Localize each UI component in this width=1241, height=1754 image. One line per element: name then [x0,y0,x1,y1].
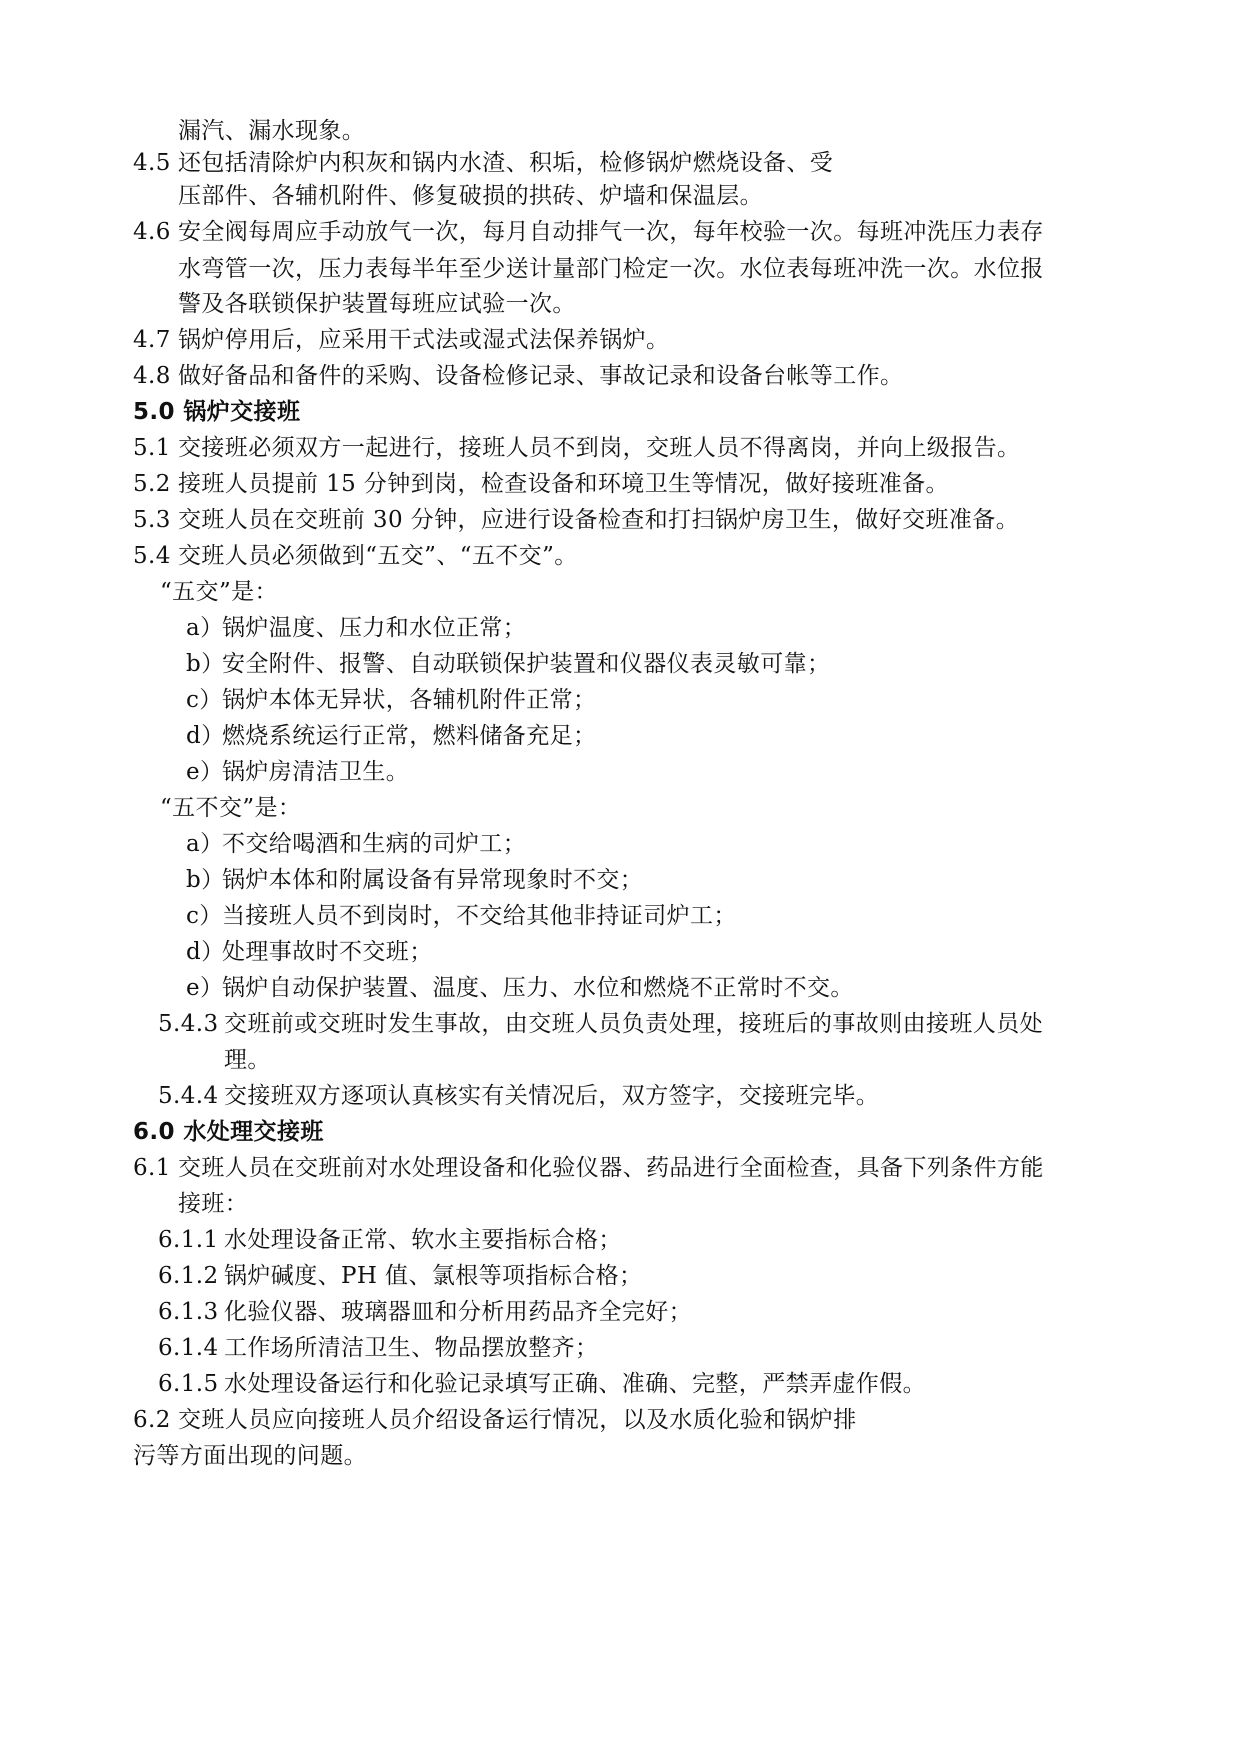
item-text: 不交给喝酒和生病的司炉工； [222,831,527,857]
clause-text: 交班人员在交班前 30 分钟，应进行设备检查和打扫锅炉房卫生，做好交班准备。 [178,507,1020,533]
item-text: 燃烧系统运行正常，燃料储备充足； [222,723,597,749]
clause-number: 4.7 [133,327,171,353]
line-text: 漏汽、漏水现象。 [178,118,366,144]
clause-4-8 [133,361,903,391]
list-item [186,757,409,787]
clause-text: 交班前或交班时发生事故，由交班人员负责处理，接班后的事故则由接班人员处 [224,1011,1043,1037]
list-item [186,685,596,715]
clause-number: 6.1.2 [158,1263,219,1289]
line-text: 水弯管一次，压力表每半年至少送计量部门检定一次。水位表每班冲洗一次。水位报 [178,256,1044,282]
clause-6-1-2 [158,1261,642,1291]
clause-text: 交班人员在交班前对水处理设备和化验仪器、药品进行全面检查，具备下列条件方能 [178,1155,1044,1181]
clause-text: 交接班双方逐项认真核实有关情况后，双方签字，交接班完毕。 [224,1083,880,1109]
item-text: 锅炉本体无异状，各辅机附件正常； [222,687,597,713]
list-item [186,901,737,931]
section-heading-5: 5.0 锅炉交接班 [133,399,301,425]
clause-text: 锅炉碱度、PH 值、氯根等项指标合格； [224,1263,643,1289]
clause-5-2 [133,469,949,499]
item-text: 锅炉房清洁卫生。 [222,759,410,785]
clause-text: 接班人员提前 15 分钟到岗，检查设备和环境卫生等情况，做好接班准备。 [178,471,949,497]
clause-4-6 [133,217,1044,247]
list-item [186,721,596,751]
line-text: 污等方面出现的问题。 [133,1443,367,1469]
text-line [178,116,365,146]
clause-number: 5.3 [133,507,171,533]
clause-text: 水处理设备运行和化验记录填写正确、准确、完整，严禁弄虚作假。 [224,1371,926,1397]
item-marker: c） [186,687,223,713]
clause-number: 6.1.1 [158,1227,219,1253]
clause-5-3 [133,505,1019,535]
clause-text: 交接班必须双方一起进行，接班人员不到岗，交班人员不得离岗，并向上级报告。 [178,435,1021,461]
item-marker: c） [186,903,223,929]
item-marker: e） [186,759,224,785]
item-marker: b） [186,867,225,893]
clause-number: 5.1 [133,435,171,461]
item-text: 安全附件、报警、自动联锁保护装置和仪器仪表灵敏可靠； [222,651,831,677]
clause-number: 4.5 [133,150,171,176]
clause-text: 安全阀每周应手动放气一次，每月自动排气一次，每年校验一次。每班冲洗压力表存 [178,219,1044,245]
line-text: 接班： [178,1191,249,1217]
section-heading-6: 6.0 水处理交接班 [133,1119,324,1145]
clause-number: 6.2 [133,1407,171,1433]
clause-6-1-4 [158,1333,598,1363]
clause-text: 交班人员应向接班人员介绍设备运行情况，以及水质化验和锅炉排 [178,1407,857,1433]
clause-6-2 [133,1405,857,1435]
text-line [178,181,763,211]
clause-number: 4.6 [133,219,171,245]
clause-6-1 [133,1153,1044,1183]
clause-5-4-3 [158,1009,1043,1039]
clause-number: 5.2 [133,471,171,497]
list-item [186,973,854,1003]
line-text: 压部件、各辅机附件、修复破损的拱砖、炉墙和保温层。 [178,183,763,209]
item-text: 当接班人员不到岗时，不交给其他非持证司炉工； [222,903,737,929]
item-marker: d） [186,939,225,965]
clause-4-5 [133,148,833,178]
clause-number: 6.1.4 [158,1335,219,1361]
clause-text: 化验仪器、玻璃器皿和分析用药品齐全完好； [224,1299,692,1325]
item-marker: a） [186,831,224,857]
clause-6-1-3 [158,1297,692,1327]
item-text: 锅炉温度、压力和水位正常； [222,615,527,641]
clause-text: 水处理设备正常、软水主要指标合格； [224,1227,622,1253]
text-line [178,1189,248,1219]
clause-text: 还包括清除炉内积灰和锅内水渣、积垢，检修锅炉燃烧设备、受 [178,150,834,176]
clause-number: 5.4.4 [158,1083,219,1109]
clause-text: 锅炉停用后，应采用干式法或湿式法保养锅炉。 [178,327,670,353]
five-hand-over-heading [160,577,278,607]
clause-5-1 [133,433,1020,463]
text-line [133,1441,367,1471]
list-item [186,937,433,967]
clause-number: 6.1.5 [158,1371,219,1397]
line-text: “五交”是： [160,579,278,605]
list-item [186,649,830,679]
line-text: “五不交”是： [160,795,302,821]
clause-5-4-4 [158,1081,879,1111]
item-text: 锅炉自动保护装置、温度、压力、水位和燃烧不正常时不交。 [222,975,854,1001]
item-marker: a） [186,615,224,641]
text-line [224,1045,271,1075]
item-marker: d） [186,723,225,749]
list-item [186,865,643,895]
text-line [178,254,1044,284]
clause-number: 6.1.3 [158,1299,219,1325]
clause-number: 4.8 [133,363,171,389]
list-item [186,613,526,643]
clause-number: 6.1 [133,1155,171,1181]
item-marker: e） [186,975,224,1001]
clause-4-7 [133,325,669,355]
five-no-hand-over-heading [160,793,301,823]
item-text: 锅炉本体和附属设备有异常现象时不交； [222,867,644,893]
clause-6-1-5 [158,1369,926,1399]
list-item [186,829,526,859]
clause-5-4 [133,541,578,571]
clause-text: 交班人员必须做到“五交”、“五不交”。 [178,543,578,569]
line-text: 理。 [224,1047,271,1073]
clause-text: 做好备品和备件的采购、设备检修记录、事故记录和设备台帐等工作。 [178,363,904,389]
item-marker: b） [186,651,225,677]
text-line [178,289,576,319]
clause-6-1-1 [158,1225,622,1255]
item-text: 处理事故时不交班； [222,939,433,965]
line-text: 警及各联锁保护装置每班应试验一次。 [178,291,576,317]
clause-number: 5.4.3 [158,1011,219,1037]
clause-number: 5.4 [133,543,171,569]
clause-text: 工作场所清洁卫生、物品摆放整齐； [224,1335,599,1361]
